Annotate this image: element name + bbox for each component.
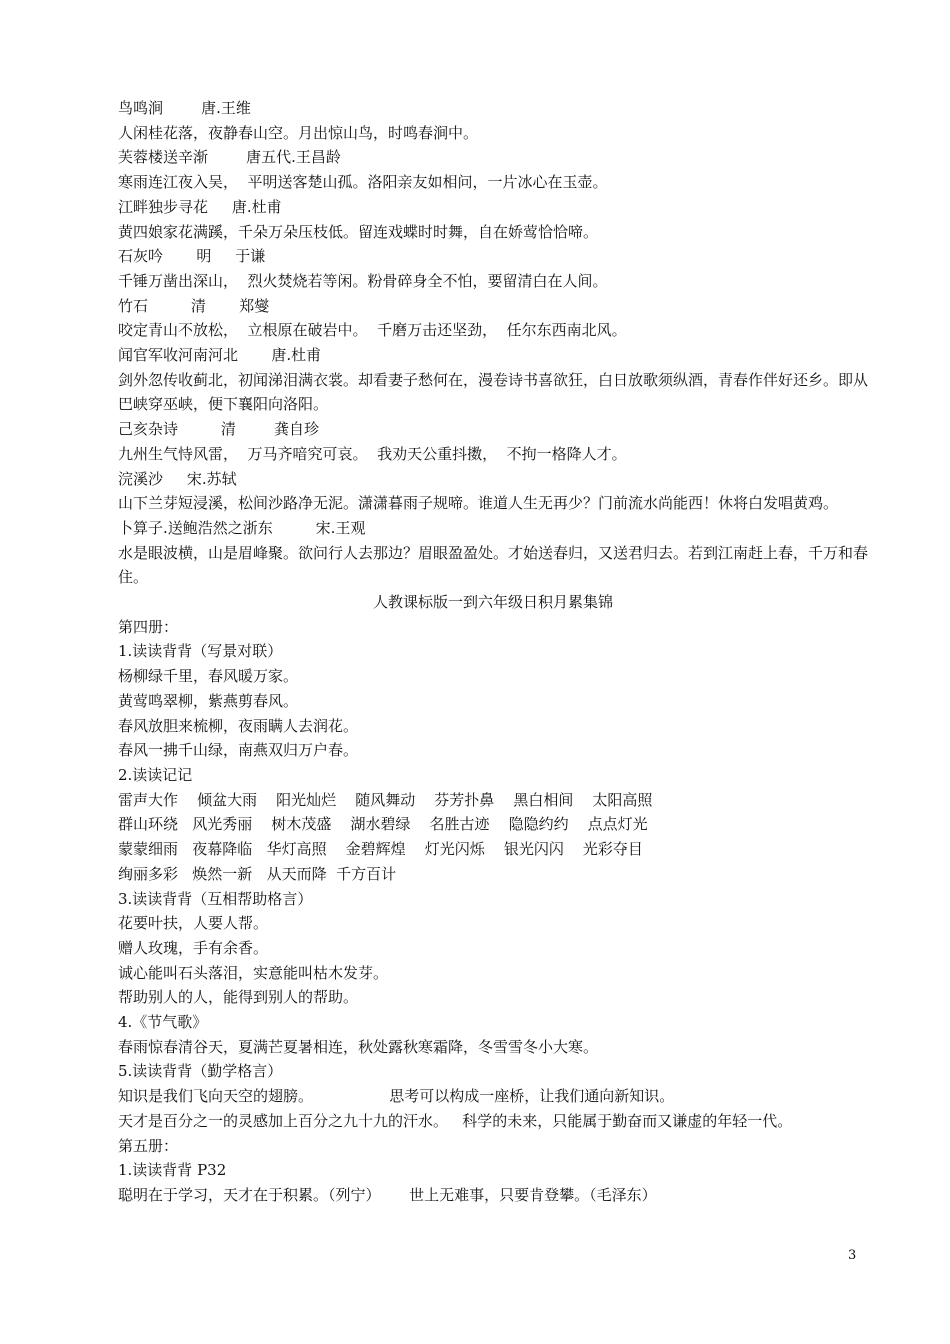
poem-title: 鸟鸣涧 唐.王维 [118,99,251,117]
poem-title: 江畔独步寻花 唐.杜甫 [118,197,282,216]
poem-title: 己亥杂诗 清 龚自珍 [118,420,320,439]
poem-text: 水是眼波横，山是眉峰聚。欲问行人去那边？眉眼盈盈处。才始送春归，又送君归去。若到江南赶上春，千万和春住。 [118,543,869,587]
exercise-heading: 1.读读背背 P32 [118,1161,227,1180]
couplet-line: 春风放胆来梳柳，夜雨瞒人去润花。 [118,716,359,735]
couplet-line: 黄莺鸣翠柳，紫燕剪春风。 [118,691,299,710]
maxim-line: 聪明在于学习，天才在于积累。（列宁） 世上无难事，只要肯登攀。（毛泽东） [118,1185,657,1204]
exercise-heading: 1.读读背背（写景对联） [118,642,283,661]
page-number: 3 [848,1248,857,1263]
song-line: 春雨惊春清谷天，夏满芒夏暑相连，秋处露秋寒霜降，冬雪雪冬小大寒。 [118,1037,599,1056]
poem-title: 浣溪沙 宋.苏轼 [118,469,237,488]
word-list-line: 群山环绕 风光秀丽 树木茂盛 湖水碧绿 名胜古迹 隐隐约约 点点灯光 [118,815,648,834]
maxim-line: 帮助别人的人，能得到别人的帮助。 [118,988,359,1007]
couplet-line: 春风一拂千山绿，南燕双归万户春。 [118,741,359,760]
poem-text: 山下兰芽短浸溪，松间沙路净无泥。潇潇暮雨子规啼。谁道人生无再少？门前流水尚能西！休将白发唱黄鸡。 [118,494,839,513]
poem-text: 剑外忽传收蓟北，初闻涕泪满衣裳。却看妻子愁何在，漫卷诗书喜欲狂，白日放歌须纵酒，青春作伴好还乡。即从巴峡穿巫峡，便下襄阳向洛阳。 [118,370,869,414]
exercise-heading: 5.读读背背（勤学格言） [118,1062,283,1081]
word-list-line: 绚丽多彩 焕然一新 从天而降 千方百计 [118,864,397,883]
couplet-line: 杨柳绿千里，春风暖万家。 [118,667,299,686]
volume-heading: 第四册： [118,617,179,636]
maxim-line: 诚心能叫石头落泪，实意能叫枯木发芽。 [118,963,389,982]
poem-title: 闻官军收河南河北 唐.杜甫 [118,346,322,365]
poem-text: 寒雨连江夜入吴， 平明送客楚山孤。洛阳亲友如相问，一片冰心在玉壶。 [118,173,608,192]
poem-title: 石灰吟 明 于谦 [118,247,266,266]
exercise-heading: 4.《节气歌》 [118,1013,208,1032]
exercise-heading: 3.读读背背（互相帮助格言） [118,889,313,908]
word-list-line: 雷声大作 倾盆大雨 阳光灿烂 随风舞动 芬芳扑鼻 黑白相间 太阳高照 [118,790,653,809]
word-list-line: 蒙蒙细雨 夜幕降临 华灯高照 金碧辉煌 灯光闪烁 银光闪闪 光彩夺目 [118,840,643,859]
poem-title: 卜算子.送鲍浩然之浙东 宋.王观 [118,518,366,537]
poem-text: 黄四娘家花满蹊，千朵万朵压枝低。留连戏蝶时时舞，自在娇莺恰恰啼。 [118,222,599,241]
poem-text: 千锤万凿出深山， 烈火焚烧若等闲。粉骨碎身全不怕，要留清白在人间。 [118,271,608,290]
section-heading: 人教课标版一到六年级日积月累集锦 [372,593,613,612]
document-body [118,96,868,1208]
poem-text: 九州生气恃风雷， 万马齐喑究可哀。 我劝天公重抖擞， 不拘一格降人才。 [118,444,627,463]
exercise-heading: 2.读读记记 [118,765,193,784]
maxim-line: 知识是我们飞向天空的翅膀。 思考可以构成一座桥，让我们通向新知识。 [118,1087,675,1106]
poem-title: 竹石 清 郑燮 [118,296,270,315]
maxim-line: 花要叶扶，人要人帮。 [118,914,269,933]
poem-text: 人闲桂花落，夜静春山空。月出惊山鸟，时鸣春涧中。 [118,123,479,142]
volume-heading: 第五册： [118,1136,179,1155]
poem-text: 咬定青山不放松， 立根原在破岩中。 千磨万击还坚劲， 任尔东西南北风。 [118,321,627,340]
maxim-line: 天才是百分之一的灵感加上百分之九十九的汗水。 科学的未来，只能属于勤奋而又谦虚的年轻一代。 [118,1111,793,1130]
maxim-line: 赠人玫瑰，手有余香。 [118,938,269,957]
poem-title: 芙蓉楼送辛渐 唐五代.王昌龄 [118,148,341,167]
